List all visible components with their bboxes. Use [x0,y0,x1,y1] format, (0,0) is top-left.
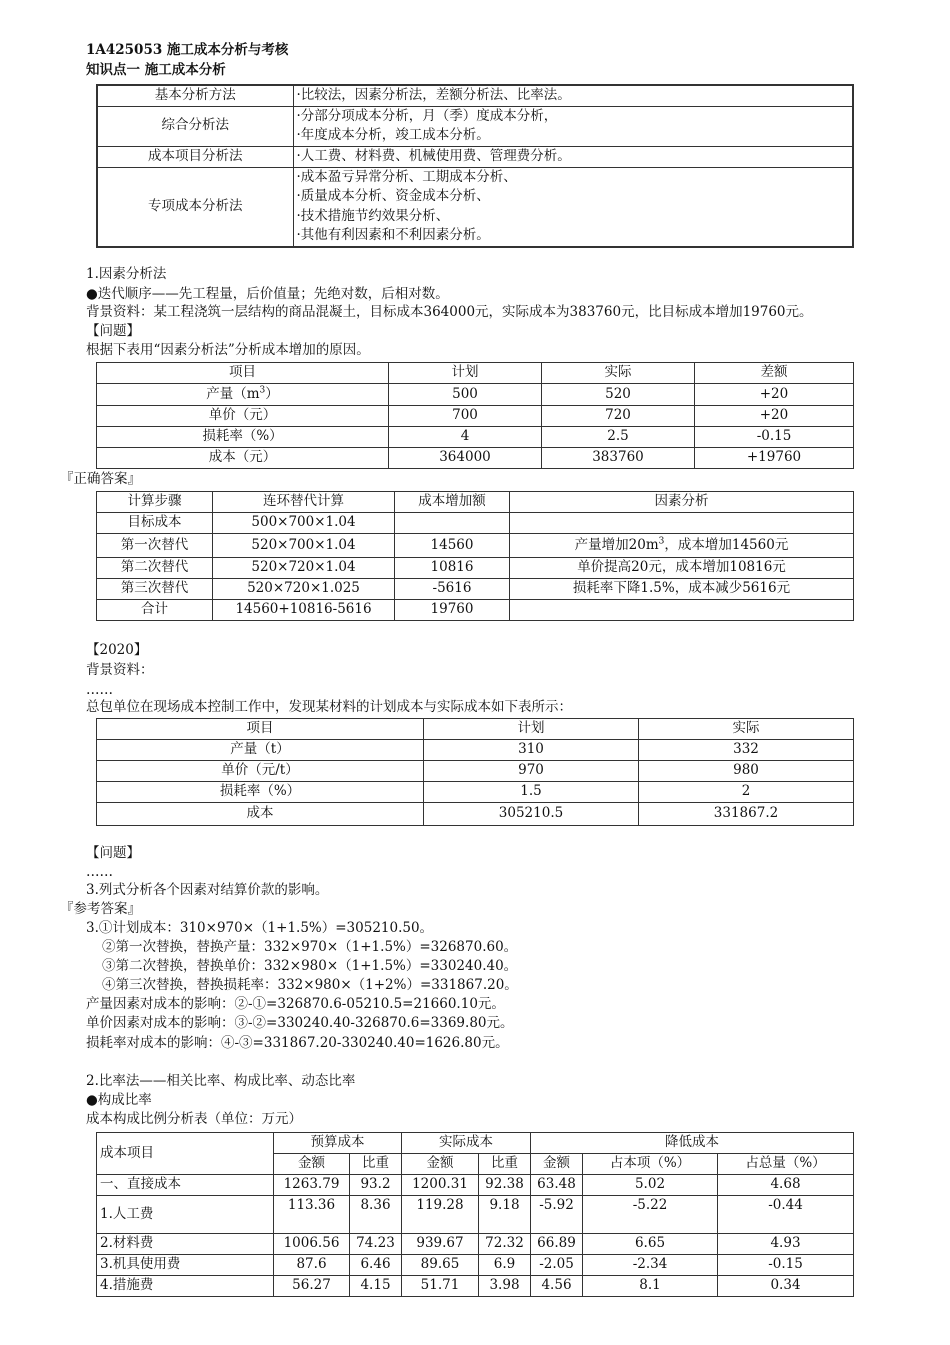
table-cell: 970 [424,761,639,782]
column-header: 金额 [531,1154,583,1175]
table-cell: 331867.2 [639,803,854,826]
ratio-bullet: ●构成比率 [86,1092,152,1108]
table-cell: 520×700×1.04 [213,534,395,558]
method-item: ·人工费、材料费、机械使用费、管理费分析。 [296,147,571,164]
table-cell: 520×720×1.025 [213,579,395,600]
factor-section-title: 1.因素分析法 [86,266,167,282]
table-row [97,513,854,534]
ratio-table-title: 成本构成比例分析表（单位：万元） [86,1111,302,1127]
method-items [293,106,853,146]
table-cell: 66.89 [531,1234,583,1255]
table-row [97,1196,854,1234]
answer-line: 3.①计划成本：310×970×（1+1.5%）=305210.50。 [86,920,434,936]
method-items [293,146,853,167]
exam-2020-label: 【2020】 [86,642,148,658]
table-cell: 720 [542,406,695,427]
table-cell: 56.27 [274,1276,350,1297]
analysis-text-tail: ，成本增加14560元 [664,536,789,553]
table-cell: 单价提高20元，成本增加10816元 [510,558,854,579]
exam-2020-intro: 总包单位在现场成本控制工作中，发现某材料的计划成本与实际成本如下表所示： [86,699,572,715]
table-cell: 4.措施费 [97,1276,274,1297]
table-cell: 980 [639,761,854,782]
table-row [97,579,854,600]
method-item: ·分部分项成本分析，月（季）度成本分析， [296,108,558,124]
answer-label: 『正确答案』 [60,471,141,487]
table-row [97,761,854,782]
table-row [97,384,854,406]
table-cell: 单价（元/t） [97,761,424,782]
table-cell: 8.36 [350,1196,402,1234]
table-row [97,558,854,579]
table-cell: 10816 [395,558,510,579]
column-header: 占本项（%） [583,1154,718,1175]
column-header: 占总量（%） [718,1154,854,1175]
table-row [97,1255,854,1276]
table-header-row [97,1133,854,1154]
column-header: 金额 [402,1154,479,1175]
table-cell: 4.93 [718,1234,854,1255]
table-cell [510,513,854,534]
table-cell: -2.34 [583,1255,718,1276]
cost-structure-table [96,1132,854,1297]
table-cell: -0.15 [695,427,854,448]
table-cell: 72.32 [479,1234,531,1255]
table-cell: 1200.31 [402,1175,479,1196]
table-cell: 损耗率下降1.5%，成本减少5616元 [510,579,854,600]
table-cell: -5.22 [583,1196,718,1234]
column-header: 因素分析 [510,492,854,513]
table-cell: 合计 [97,600,213,621]
column-header: 计算步骤 [97,492,213,513]
table-cell: 119.28 [402,1196,479,1234]
table-cell: 14560+10816-5616 [213,600,395,621]
table-cell: 1263.79 [274,1175,350,1196]
method-item: ·年度成本分析，竣工成本分析。 [296,127,490,143]
reference-answer-label: 『参考答案』 [60,901,141,917]
table-row [97,85,853,106]
column-header: 实际 [639,719,854,740]
factor-bullet: ●迭代顺序——先工程量，后价值量；先绝对数，后相对数。 [86,286,449,302]
method-item: ·成本盈亏异常分析、工期成本分析、 [296,168,517,185]
table-cell: 4.68 [718,1175,854,1196]
table-cell: -5.92 [531,1196,583,1234]
factor-background: 背景资料：某工程浇筑一层结构的商品混凝土，目标成本364000元，实际成本为383760元，比目标成本增加19760元。 [86,304,813,320]
factor-question: 根据下表用“因素分析法”分析成本增加的原因。 [86,342,370,358]
table-row [97,1276,854,1297]
table-cell: 92.38 [479,1175,531,1196]
table-row [97,106,853,146]
superscript: 3 [658,536,665,547]
table-cell: 6.9 [479,1255,531,1276]
table-row [97,782,854,803]
table-cell: 500×700×1.04 [213,513,395,534]
answer-line: ④第三次替换，替换损耗率：332×980×（1+2%）=331867.20。 [102,977,518,993]
table-cell [510,534,854,558]
answer-table [96,491,854,621]
table-cell: 第一次替代 [97,534,213,558]
analysis-text: 产量增加20m [574,536,659,553]
table-cell [395,513,510,534]
row-label-close: ） [265,385,279,402]
table-row [97,167,853,247]
table-cell: 成本 [97,803,424,826]
column-group-header: 降低成本 [531,1133,854,1154]
column-header: 项目 [97,719,424,740]
table-row [97,803,854,826]
question-label-2020: 【问题】 [86,845,140,861]
table-cell: 第三次替代 [97,579,213,600]
factor-table [96,362,854,469]
table-cell: 500 [389,384,542,406]
ellipsis: …… [86,682,113,698]
ellipsis-2: …… [86,864,113,880]
question-label: 【问题】 [86,323,140,339]
table-cell: 332 [639,740,854,761]
table-cell: -0.44 [718,1196,854,1234]
table-cell: 4.15 [350,1276,402,1297]
table-cell: 2 [639,782,854,803]
table-cell: 损耗率（%） [97,427,389,448]
table-cell: 700 [389,406,542,427]
table-row [97,448,854,469]
exam-2020-question: 3.列式分析各个因素对结算价款的影响。 [86,882,329,898]
method-items [293,167,853,247]
column-header: 连环替代计算 [213,492,395,513]
column-header: 成本项目 [97,1133,274,1175]
table-row [97,740,854,761]
table-cell: 3.机具使用费 [97,1255,274,1276]
column-header: 金额 [274,1154,350,1175]
table-cell: 2.材料费 [97,1234,274,1255]
table-cell: 19760 [395,600,510,621]
table-cell: -0.15 [718,1255,854,1276]
table-cell: 383760 [542,448,695,469]
table-row [97,427,854,448]
table-header-row [97,492,854,513]
table-cell: 成本（元） [97,448,389,469]
table-cell: -5616 [395,579,510,600]
table-cell: 4.56 [531,1276,583,1297]
method-item: ·技术措施节约效果分析、 [296,207,450,224]
table-cell: 520×720×1.04 [213,558,395,579]
table-cell: 113.36 [274,1196,350,1234]
method-item: ·其他有利因素和不利因素分析。 [296,227,490,243]
table-cell: 74.23 [350,1234,402,1255]
method-name: 综合分析法 [97,106,293,146]
answer-line: 单价因素对成本的影响：③-②=330240.40-326870.6=3369.80元。 [86,1015,514,1031]
knowledge-point-title: 知识点一 施工成本分析 [86,62,226,78]
table-cell: 单价（元） [97,406,389,427]
table-header-row [97,363,854,384]
table-cell [97,384,389,406]
table-cell: 310 [424,740,639,761]
table-cell: +20 [695,406,854,427]
answer-line: ③第二次替换，替换单价：332×980×（1+1.5%）=330240.40。 [102,958,518,974]
table-cell: 目标成本 [97,513,213,534]
table-cell: 87.6 [274,1255,350,1276]
superscript: 3 [259,385,266,396]
methods-table [96,84,854,248]
table-cell: 4 [389,427,542,448]
table-cell: 520 [542,384,695,406]
table-cell: 305210.5 [424,803,639,826]
table-cell: 364000 [389,448,542,469]
table-cell: 第二次替代 [97,558,213,579]
method-item: ·质量成本分析、资金成本分析、 [296,188,490,204]
column-header: 差额 [695,363,854,384]
table-cell: 2.5 [542,427,695,448]
method-name: 基本分析方法 [97,85,293,106]
table-row [97,534,854,558]
answer-line: ②第一次替换，替换产量：332×970×（1+1.5%）=326870.60。 [102,939,518,955]
table-cell: 9.18 [479,1196,531,1234]
table-cell: -2.05 [531,1255,583,1276]
table-cell: 63.48 [531,1175,583,1196]
table-cell [510,600,854,621]
section-code-title: 1A425053 施工成本分析与考核 [86,42,289,58]
table-cell: 93.2 [350,1175,402,1196]
table-row [97,146,853,167]
table-cell: 产量（t） [97,740,424,761]
table-cell: 3.98 [479,1276,531,1297]
answer-line: 产量因素对成本的影响：②-①=326870.6-05210.5=21660.10元。 [86,996,505,1012]
column-header: 比重 [350,1154,402,1175]
column-header: 成本增加额 [395,492,510,513]
table-row [97,406,854,427]
column-header: 计划 [424,719,639,740]
method-name: 专项成本分析法 [97,167,293,247]
table-cell: 8.1 [583,1276,718,1297]
table-cell: 损耗率（%） [97,782,424,803]
column-group-header: 实际成本 [402,1133,531,1154]
table-cell: 51.71 [402,1276,479,1297]
column-header: 实际 [542,363,695,384]
background-label: 背景资料： [86,662,154,678]
table-cell: 6.65 [583,1234,718,1255]
ratio-section-title: 2.比率法——相关比率、构成比率、动态比率 [86,1073,356,1089]
table-cell: 1006.56 [274,1234,350,1255]
table-cell: 一、直接成本 [97,1175,274,1196]
table-cell: 0.34 [718,1276,854,1297]
table-row [97,1234,854,1255]
column-header: 计划 [389,363,542,384]
table-header-row [97,719,854,740]
material-table [96,718,854,826]
column-header: 项目 [97,363,389,384]
table-cell: 5.02 [583,1175,718,1196]
method-item: ·比较法，因素分析法，差额分析法、比率法。 [296,87,571,103]
method-name: 成本项目分析法 [97,146,293,167]
table-cell: 1.5 [424,782,639,803]
table-cell: 6.46 [350,1255,402,1276]
table-cell: 939.67 [402,1234,479,1255]
method-items [293,85,853,106]
table-row [97,600,854,621]
column-group-header: 预算成本 [274,1133,402,1154]
table-row [97,1175,854,1196]
answer-line: 损耗率对成本的影响：④-③=331867.20-330240.40=1626.80元。 [86,1035,509,1051]
table-cell: 89.65 [402,1255,479,1276]
table-cell: 1.人工费 [97,1196,274,1234]
column-header: 比重 [479,1154,531,1175]
table-cell: +19760 [695,448,854,469]
table-cell: +20 [695,384,854,406]
table-cell: 14560 [395,534,510,558]
row-label: 产量（m [206,385,260,402]
